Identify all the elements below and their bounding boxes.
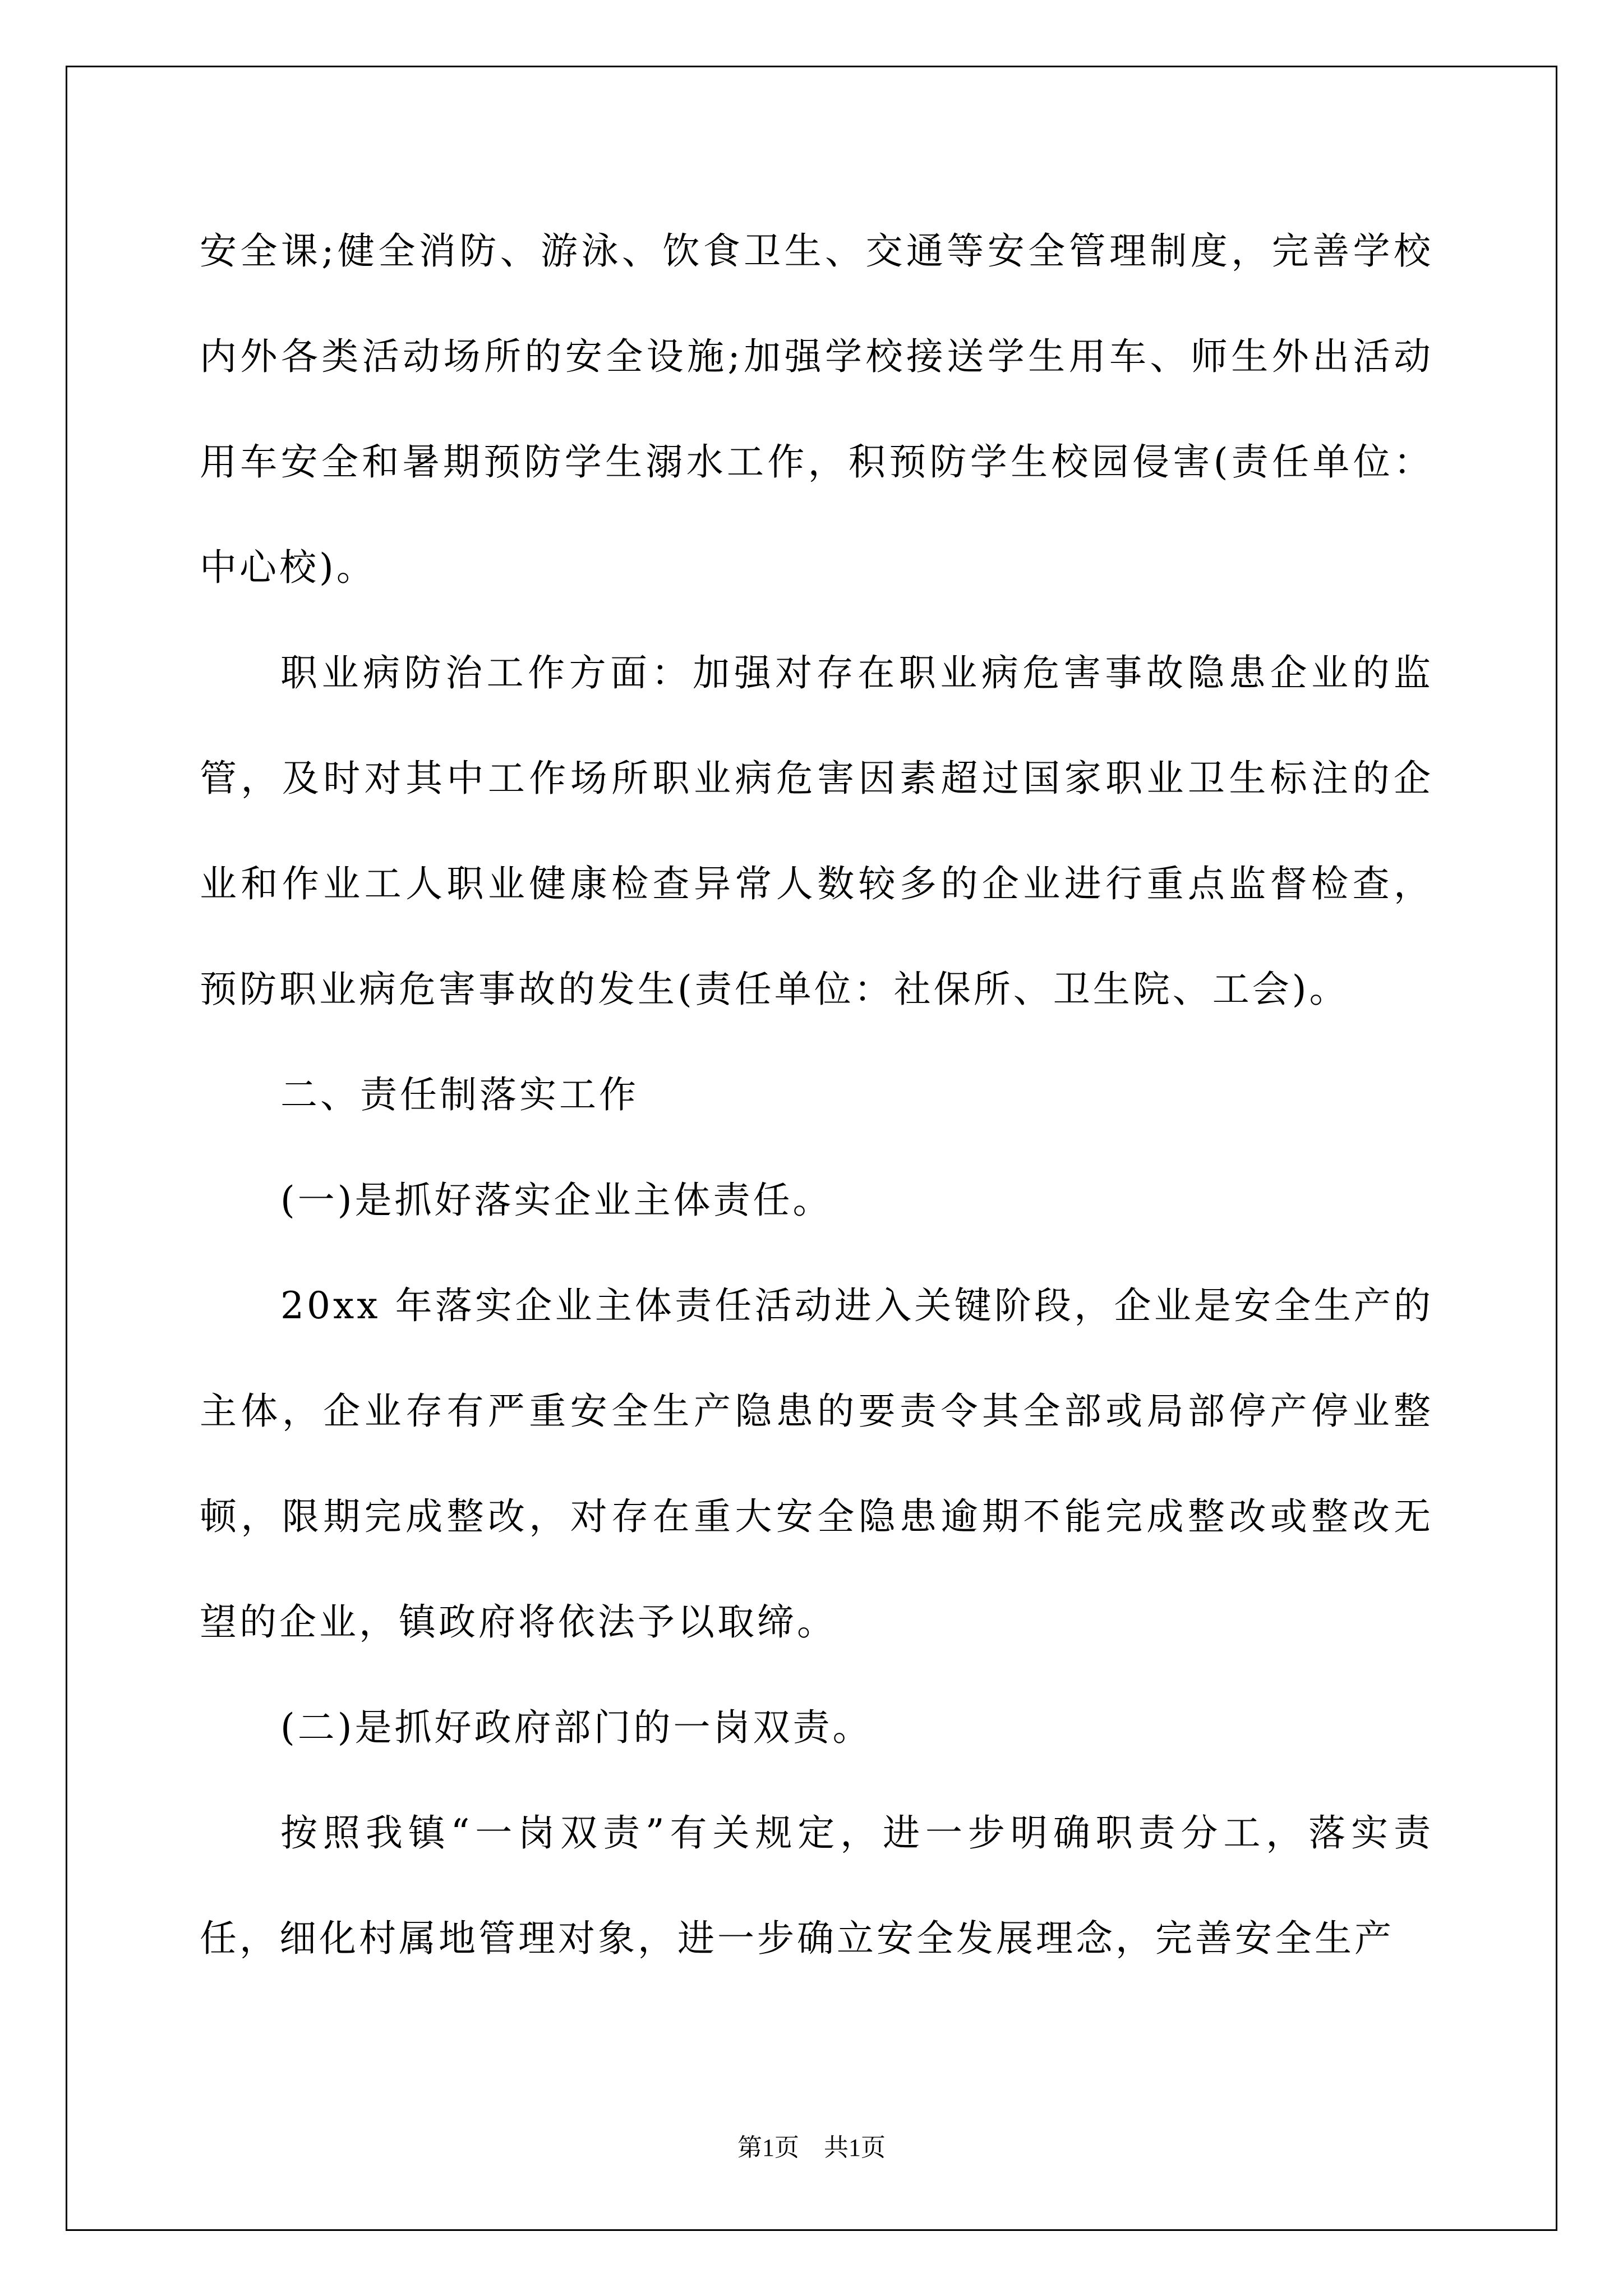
document-body (200, 199, 1433, 1991)
subheading-2: (二)是抓好政府部门的一岗双责。 (280, 1706, 873, 1749)
paragraph-1: 安全课;健全消防、游泳、饮食卫生、交通等安全管理制度，完善学校内外各类活动场所的安全设施;加强学校接送学生用车、师生外出活动用车安全和暑期预防学生溺水工作，积预防学生校园侵害(责任单位：中心校)。 (200, 229, 1433, 589)
subheading-1: (一)是抓好落实企业主体责任。 (280, 1179, 833, 1222)
page-footer: 第1页 共1页 (737, 2134, 886, 2161)
paragraph-2: 职业病防治工作方面：加强对存在职业病危害事故隐患企业的监管，及时对其中工作场所职业病危害因素超过国家职业卫生标注的企业和作业工人职业健康检查异常人数较多的企业进行重点监督检查，预防职业病危害事故的发生(责任单位：社保所、卫生院、工会)。 (200, 651, 1433, 1011)
paragraph-4: 按照我镇“一岗双责”有关规定，进一步明确职责分工，落实责任，细化村属地管理对象，进一步确立安全发展理念，完善安全生产 (200, 1811, 1433, 1960)
paragraph-3: 20xx 年落实企业主体责任活动进入关键阶段，企业是安全生产的主体，企业存有严重安全生产隐患的要责令其全部或局部停产停业整顿，限期完成整改，对存在重大安全隐患逾期不能完成整改或整改无望的企业，镇政府将依法予以取缔。 (200, 1284, 1433, 1644)
section-heading: 二、责任制落实工作 (280, 1073, 639, 1116)
